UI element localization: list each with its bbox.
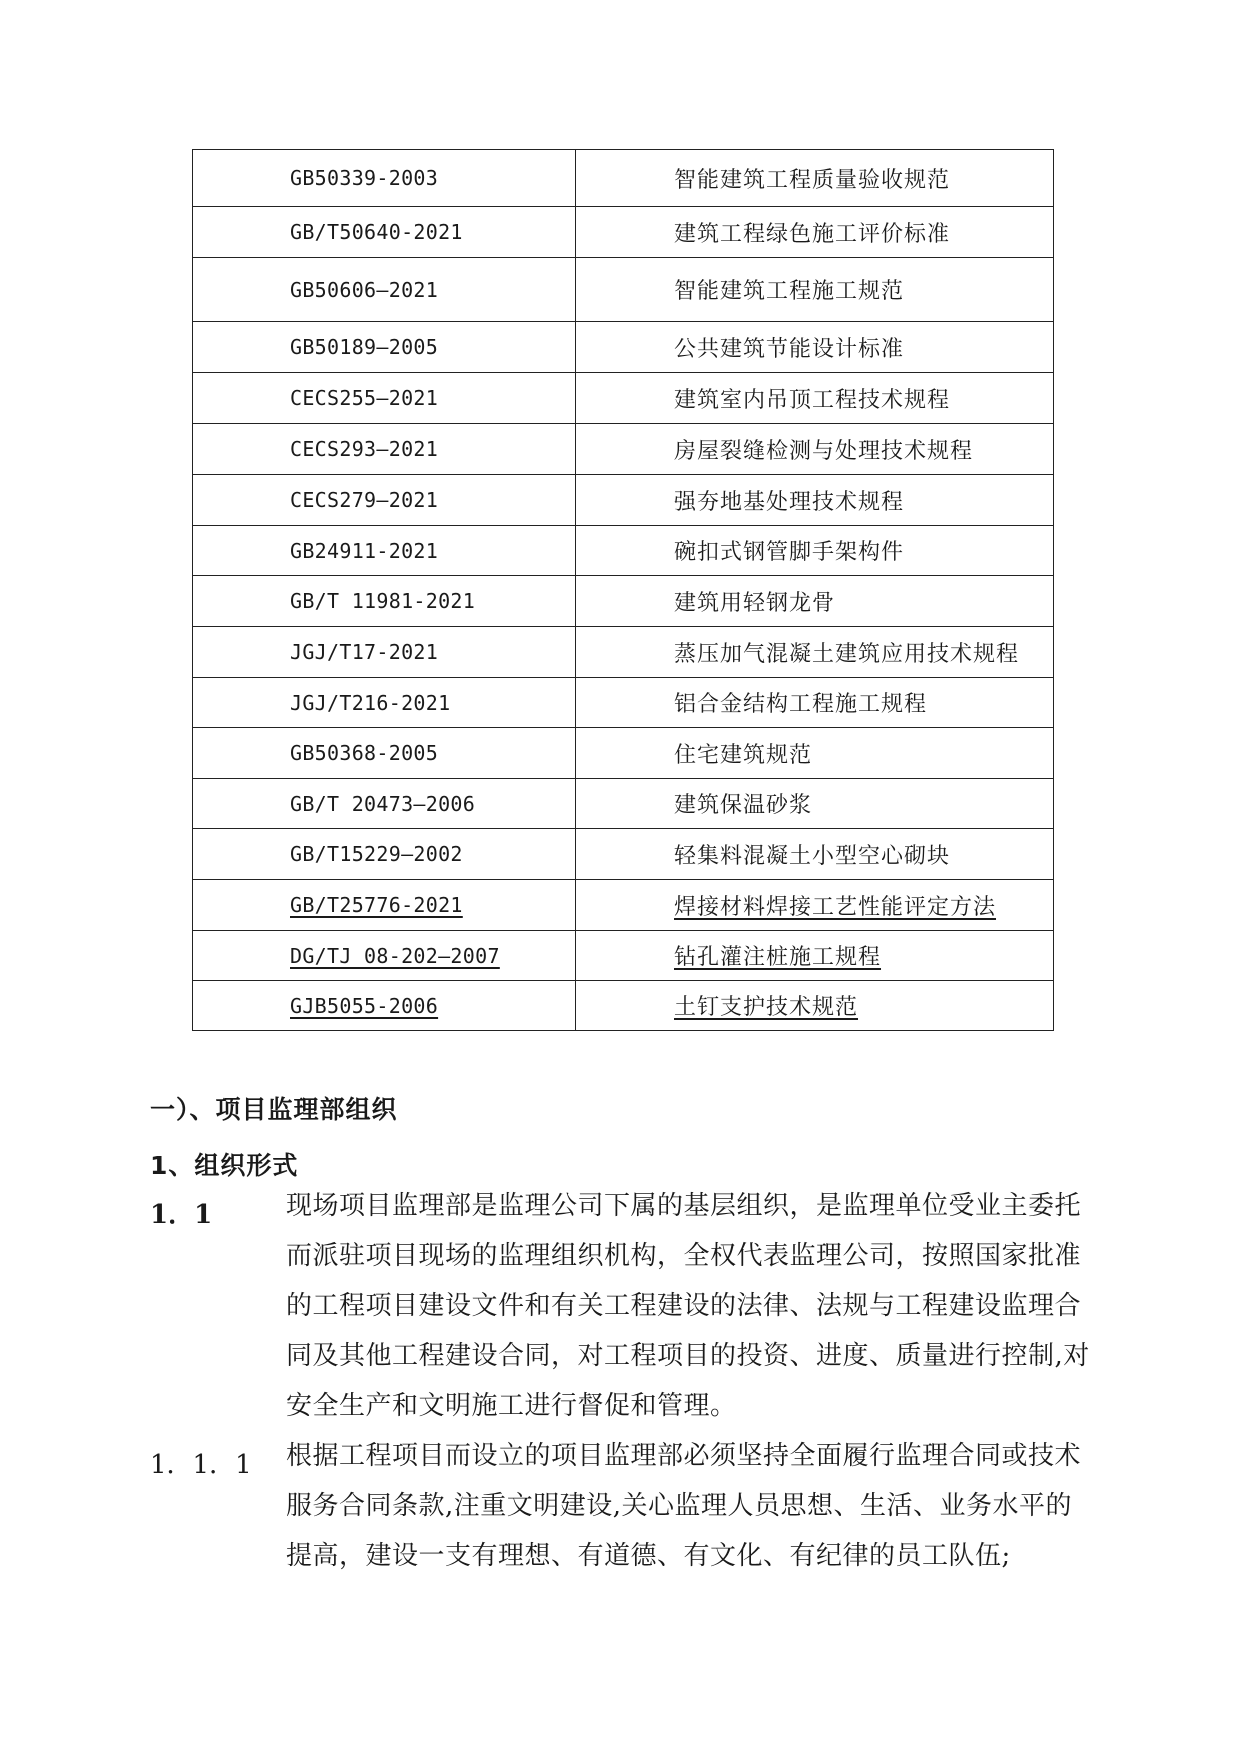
standard-code: GB/T15229—2002	[193, 829, 576, 880]
table-row	[193, 526, 1054, 576]
standard-code: GB50606—2021	[193, 258, 576, 322]
table-row	[193, 678, 1054, 728]
subsection-heading: 1、组织形式	[150, 1151, 299, 1180]
table-row	[193, 981, 1054, 1031]
standard-name: 土钉支护技术规范	[576, 981, 1054, 1031]
standard-code: DG/TJ 08-202—2007	[193, 931, 576, 981]
standard-code: GB/T 11981-2021	[193, 576, 576, 627]
standard-code: GB50339-2003	[193, 150, 576, 207]
standard-code: CECS279—2021	[193, 475, 576, 526]
paragraph-line: 提高，建设一支有理想、有道德、有文化、有纪律的员工队伍;	[286, 1541, 1011, 1571]
standard-name: 焊接材料焊接工艺性能评定方法	[576, 880, 1054, 931]
standard-name: 房屋裂缝检测与处理技术规程	[576, 424, 1054, 475]
standard-name: 蒸压加气混凝土建筑应用技术规程	[576, 627, 1054, 678]
table-row	[193, 931, 1054, 981]
section-heading: 一）、项目监理部组织	[150, 1095, 398, 1124]
standard-code: JGJ/T17-2021	[193, 627, 576, 678]
standard-name: 建筑用轻钢龙骨	[576, 576, 1054, 627]
paragraph-line: 同及其他工程建设合同，对工程项目的投资、进度、质量进行控制,对	[286, 1341, 1090, 1371]
table-row	[193, 475, 1054, 526]
standard-code: GB/T50640-2021	[193, 207, 576, 258]
paragraph-line: 服务合同条款,注重文明建设,关心监理人员思想、生活、业务水平的	[286, 1491, 1073, 1521]
paragraph	[286, 1431, 1081, 1581]
standard-name: 建筑室内吊顶工程技术规程	[576, 373, 1054, 424]
paragraph-line: 安全生产和文明施工进行督促和管理。	[286, 1391, 737, 1421]
standard-name: 公共建筑节能设计标准	[576, 322, 1054, 373]
standard-code: CECS293—2021	[193, 424, 576, 475]
standard-name: 智能建筑工程施工规范	[576, 258, 1054, 322]
standard-name: 住宅建筑规范	[576, 728, 1054, 779]
table-row	[193, 207, 1054, 258]
table-row	[193, 576, 1054, 627]
standard-name: 铝合金结构工程施工规程	[576, 678, 1054, 728]
paragraph-line: 而派驻项目现场的监理组织机构，全权代表监理公司，按照国家批准	[286, 1241, 1082, 1271]
paragraph-line: 现场项目监理部是监理公司下属的基层组织，是监理单位受业主委托	[286, 1191, 1082, 1221]
table-row	[193, 829, 1054, 880]
standard-code: GB/T 20473—2006	[193, 779, 576, 829]
paragraph-line: 的工程项目建设文件和有关工程建设的法律、法规与工程建设监理合	[286, 1291, 1082, 1321]
table-row	[193, 424, 1054, 475]
table-row	[193, 728, 1054, 779]
standard-name: 强夯地基处理技术规程	[576, 475, 1054, 526]
standard-name: 智能建筑工程质量验收规范	[576, 150, 1054, 207]
standard-code: JGJ/T216-2021	[193, 678, 576, 728]
standard-code: GB50189—2005	[193, 322, 576, 373]
paragraph	[286, 1181, 1090, 1431]
table-row	[193, 150, 1054, 207]
table-row	[193, 373, 1054, 424]
item-number: 1．1	[150, 1200, 213, 1230]
standard-code: GB24911-2021	[193, 526, 576, 576]
standard-name: 钻孔灌注桩施工规程	[576, 931, 1054, 981]
standard-code: GJB5055-2006	[193, 981, 576, 1031]
standard-name: 建筑保温砂浆	[576, 779, 1054, 829]
table-row	[193, 258, 1054, 322]
table-row	[193, 627, 1054, 678]
item-number: 1．1．1	[150, 1450, 252, 1480]
standard-code: GB50368-2005	[193, 728, 576, 779]
table-row	[193, 880, 1054, 931]
table-row	[193, 779, 1054, 829]
standard-name: 轻集料混凝土小型空心砌块	[576, 829, 1054, 880]
paragraph-line: 根据工程项目而设立的项目监理部必须坚持全面履行监理合同或技术	[286, 1441, 1082, 1471]
standard-code: CECS255—2021	[193, 373, 576, 424]
standard-name: 建筑工程绿色施工评价标准	[576, 207, 1054, 258]
standard-name: 碗扣式钢管脚手架构件	[576, 526, 1054, 576]
standards-table	[192, 149, 1054, 1031]
table-row	[193, 322, 1054, 373]
standard-code: GB/T25776-2021	[193, 880, 576, 931]
